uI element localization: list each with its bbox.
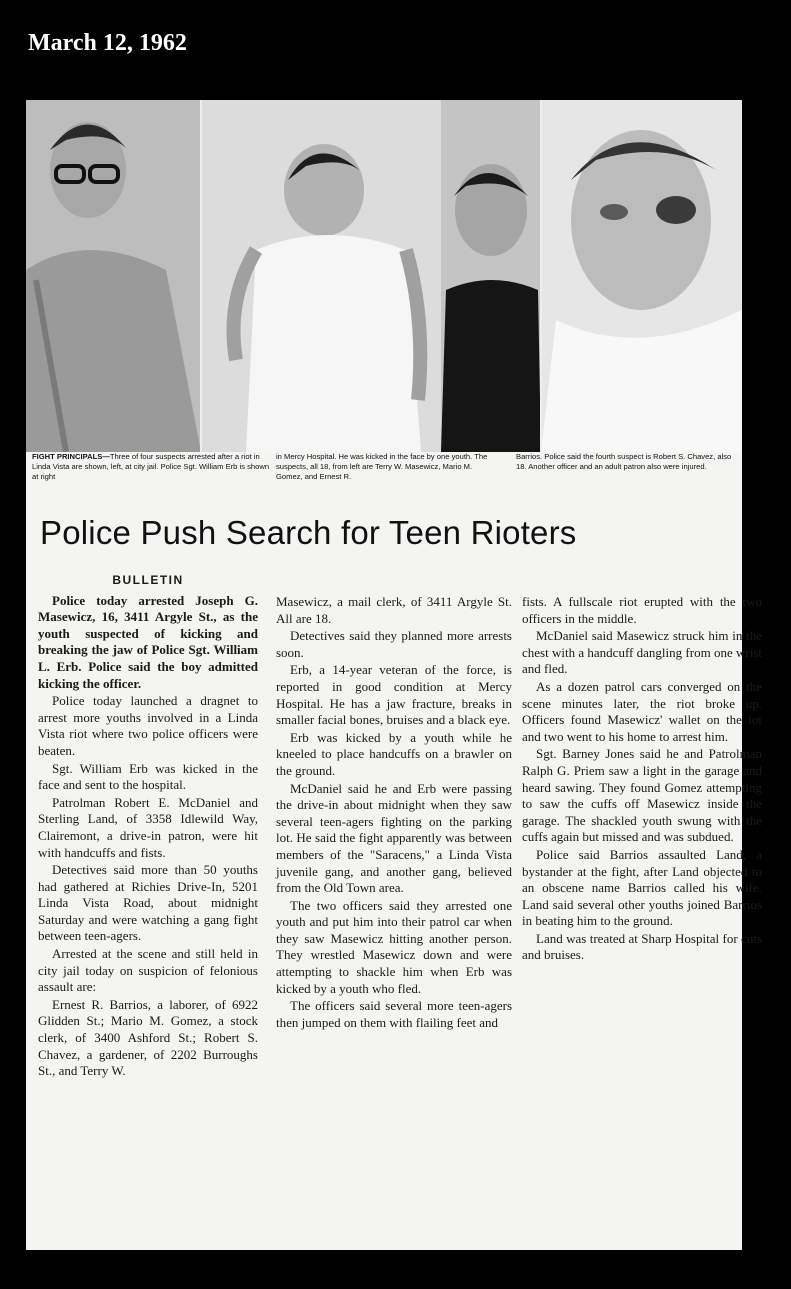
photo-caption-middle: in Mercy Hospital. He was kicked in the face by one youth. The suspects, all 18, from left are Terry W. Masewicz, Mario M. Gomez, and Ernest R.	[276, 452, 488, 481]
officer-photo	[541, 100, 742, 452]
article-column-1	[38, 572, 258, 1081]
headline: Police Push Search for Teen Rioters	[40, 514, 577, 551]
paragraph: Police said Barrios assaulted Land, a bystander at the fight, after Land objected to an obscene name Barrios called his wife. Land said several other youths joined Barrios in beating him to the ground.	[522, 846, 762, 929]
paragraph: Sgt. William Erb was kicked in the face and sent to the hospital.	[38, 760, 258, 793]
paragraph: Police today launched a dragnet to arrest more youths involved in a Linda Vista riot where two police officers were beaten.	[38, 693, 258, 758]
paragraph: The officers said several more teen-agers then jumped on them with flailing feet and	[276, 998, 512, 1030]
news-photo	[26, 100, 742, 452]
newspaper-clipping	[26, 100, 762, 1250]
photo-illustration	[26, 100, 742, 452]
paragraph: Detectives said more than 50 youths had gathered at Richies Drive-In, 5201 Linda Vista Road, about midnight Saturday and were watching a gang fight between teen-agers.	[38, 862, 258, 944]
paragraph: Erb, a 14-year veteran of the force, is reported in good condition at Mercy Hospital. He has a jaw fracture, breaks in smaller facial bones, bruises and a black eye.	[276, 662, 512, 728]
bulletin-heading: BULLETIN	[112, 573, 184, 587]
photo-caption-left	[32, 452, 270, 486]
paragraph: Land was treated at Sharp Hospital for cuts and bruises.	[522, 930, 762, 963]
paragraph: Arrested at the scene and still held in city jail today on suspicion of felonious assault are:	[38, 946, 258, 995]
bulletin-text: Police today arrested Joseph G. Masewicz, 16, 3411 Argyle St., as the youth suspected of kicking and breaking the jaw of Police Sgt. William L. Erb. Police said the boy admitted kicking the officer.	[38, 592, 258, 691]
date-heading: March 12, 1962	[28, 30, 187, 56]
caption-lead: FIGHT PRINCIPALS—	[32, 452, 110, 461]
paragraph: Patrolman Robert E. McDaniel and Sterling Land, of 3358 Idlewild Way, Clairemont, a drive-in patron, were hit with handcuffs and fists.	[38, 794, 258, 860]
suspect-photo-right	[441, 100, 541, 452]
article-column-2	[276, 594, 512, 1032]
caption-text: Three of four suspects arrested after a riot in Linda Vista are shown, left, at city jail. Police Sgt. William Erb is shown at right	[32, 452, 270, 481]
paragraph: Erb was kicked by a youth while he kneeled to place handcuffs on a brawler on the ground.	[276, 729, 512, 778]
article-column-3	[522, 594, 762, 965]
paragraph: Ernest R. Barrios, a laborer, of 6922 Glidden St.; Mario M. Gomez, a stock clerk, of 3400 Ashford St.; Robert S. Chavez, a gardener, of 2202 Burroughs St., and Terry W.	[38, 996, 258, 1079]
paragraph: The two officers said they arrested one youth and put him into their patrol car when they saw Masewicz hitting another person. They wrestled Masewicz down and were attempting to shackle him when Erb was kicked by a youth who fled.	[276, 897, 512, 996]
paragraph: McDaniel said Masewicz struck him in the chest with a handcuff dangling from one wrist and fled.	[522, 628, 762, 677]
photo-caption-right: Barrios. Police said the fourth suspect is Robert S. Chavez, also 18. Another officer and an adult patron also were injured.	[516, 452, 732, 471]
paragraph: Detectives said they planned more arrests soon.	[276, 628, 512, 660]
suspect-photo-left	[26, 100, 201, 452]
paragraph: Masewicz, a mail clerk, of 3411 Argyle St. All are 18.	[276, 594, 512, 626]
suspect-photo-center	[201, 100, 441, 452]
paragraph: Sgt. Barney Jones said he and Patrolman Ralph G. Priem saw a light in the garage and heard sawing. They found Gomez attempting to saw the cuffs off Masewicz inside the garage. The shackled youth swung with the cuffs again but missed and was subdued.	[522, 746, 762, 845]
paragraph: fists. A fullscale riot erupted with the two officers in the middle.	[522, 594, 762, 626]
paragraph: As a dozen patrol cars converged on the scene minutes later, the riot broke up. Officers found Masewicz' wallet on the lot and two went to his home to arrest him.	[522, 678, 762, 744]
paragraph: McDaniel said he and Erb were passing the drive-in about midnight when they saw several teen-agers fighting on the parking lot. He said the fight apparently was between members of the "Saracens," a Linda Vista juvenile gang, and another gang, believed from the Old Town area.	[276, 780, 512, 896]
